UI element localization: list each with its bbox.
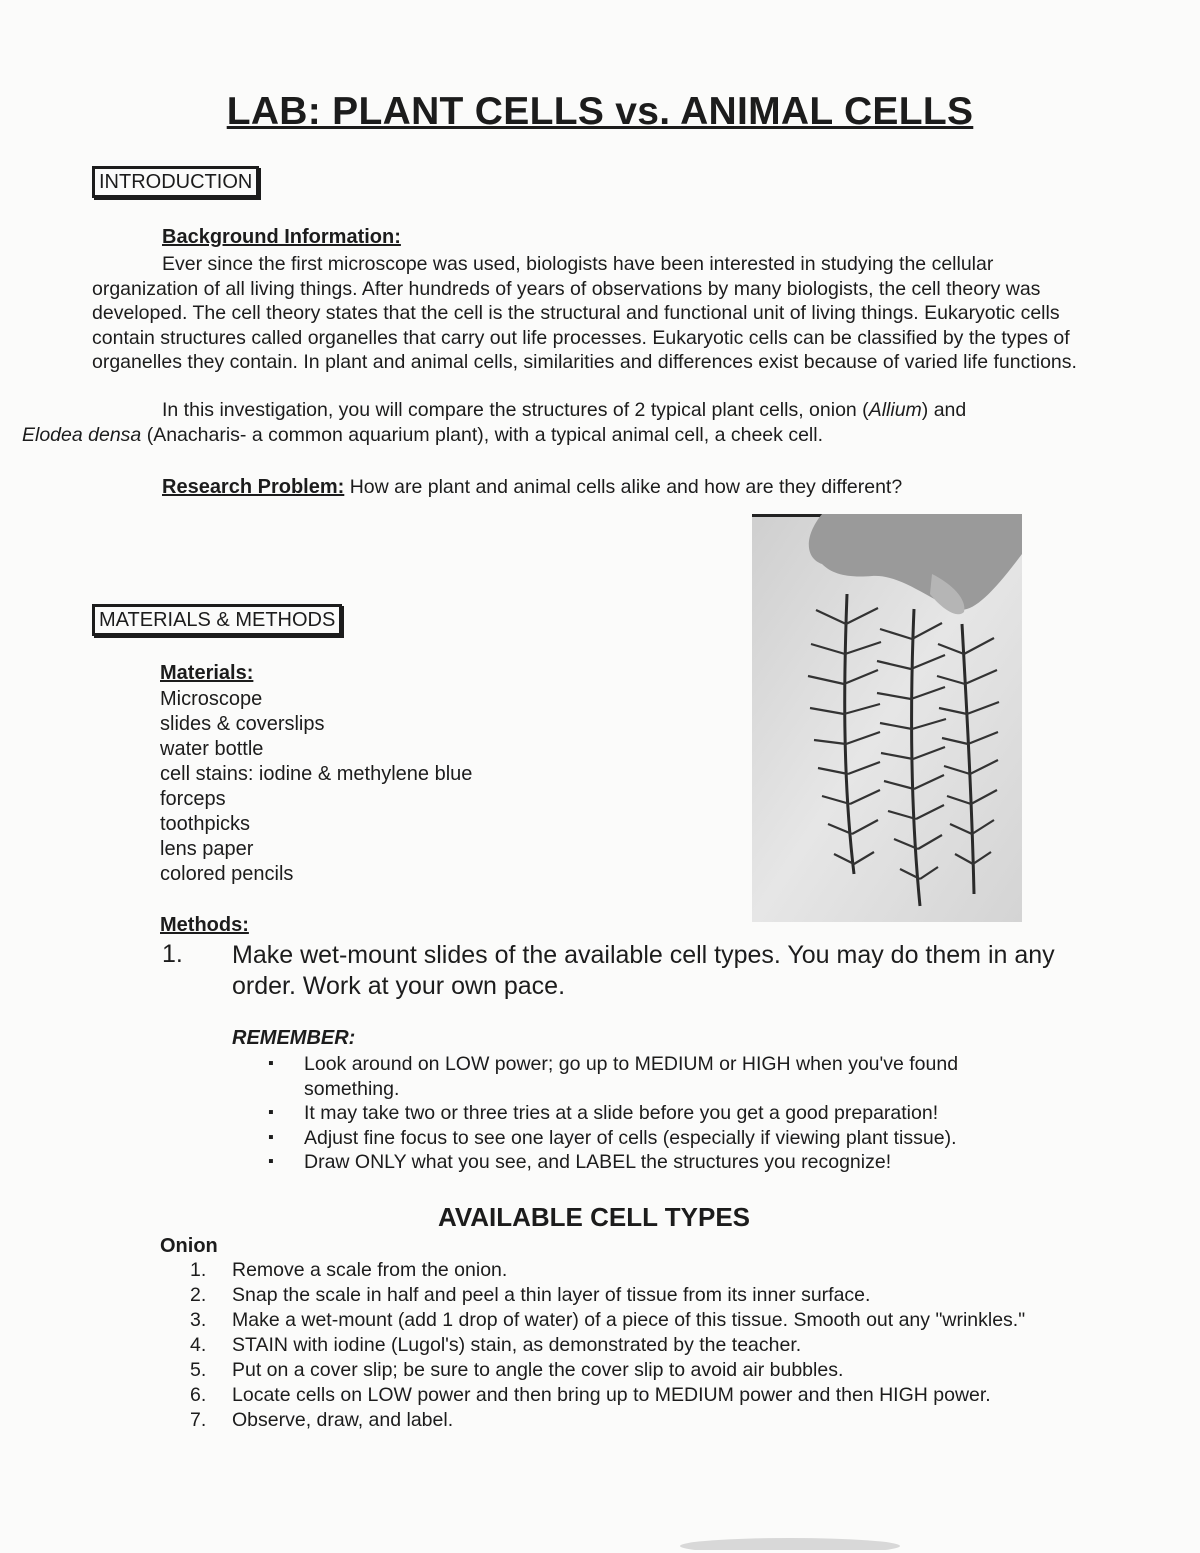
research-problem bbox=[162, 475, 1062, 500]
research-label: Research Problem: bbox=[162, 476, 345, 498]
material-item: water bottle bbox=[160, 738, 264, 760]
remember-item: ▪ It may take two or three tries at a slide before you get a good preparation! bbox=[268, 1101, 1058, 1126]
elodea-plant-photo bbox=[752, 514, 1022, 922]
remember-item: ▪ Draw ONLY what you see, and LABEL the structures you recognize! bbox=[268, 1150, 1058, 1175]
species-elodea: Elodea densa bbox=[22, 423, 142, 446]
onion-step bbox=[190, 1358, 1090, 1383]
onion-step-number: 2. bbox=[190, 1284, 207, 1306]
onion-step-number: 4. bbox=[190, 1334, 207, 1356]
onion-step bbox=[190, 1258, 1090, 1283]
onion-step-number: 5. bbox=[190, 1359, 207, 1381]
onion-step bbox=[190, 1308, 1090, 1333]
onion-step bbox=[190, 1383, 1090, 1408]
onion-step bbox=[190, 1283, 1090, 1308]
onion-step bbox=[190, 1408, 1090, 1433]
method-step-number: 1. bbox=[162, 940, 183, 968]
materials-list bbox=[160, 687, 472, 887]
onion-step bbox=[190, 1333, 1090, 1358]
investigation-paragraph bbox=[22, 398, 1102, 447]
available-cell-types-heading: AVAILABLE CELL TYPES bbox=[437, 1202, 751, 1232]
onion-step-number: 6. bbox=[190, 1384, 207, 1406]
onion-step-number: 1. bbox=[190, 1259, 207, 1281]
onion-step-text: Locate cells on LOW power and then bring up to MEDIUM power and then HIGH power. bbox=[232, 1384, 991, 1406]
page-title: LAB: PLANT CELLS vs. ANIMAL CELLS bbox=[226, 90, 974, 133]
investigation-text-a: In this investigation, you will compare the structures of 2 typical plant cells, onion ( bbox=[162, 399, 869, 421]
remember-item: ▪ Look around on LOW power; go up to MEDIUM or HIGH when you've found something. bbox=[268, 1052, 1058, 1101]
onion-label: Onion bbox=[160, 1235, 218, 1257]
remember-item: ▪ Adjust fine focus to see one layer of cells (especially if viewing plant tissue). bbox=[268, 1126, 1058, 1151]
background-paragraph: Ever since the first microscope was used, biologists have been interested in studying the cellular organization of all living things. After hundreds of years of observations by many biologists, the cell theory was developed. The cell theory states that the cell is the structural and functional unit of living things. Eukaryotic cells contain structures called organelles that carry out life processes. Eukaryotic cells can be classified by the types of organelles they contain. In plant and animal cells, similarities and differences exist because of varied life functions. bbox=[92, 253, 1077, 373]
material-item: toothpicks bbox=[160, 813, 251, 835]
material-item: cell stains: iodine & methylene blue bbox=[160, 763, 473, 785]
material-item: colored pencils bbox=[160, 863, 294, 885]
investigation-text-b: ) and bbox=[921, 399, 967, 421]
onion-step-text: Snap the scale in half and peel a thin layer of tissue from its inner surface. bbox=[232, 1284, 871, 1306]
material-item: Microscope bbox=[160, 688, 263, 710]
material-item: forceps bbox=[160, 788, 226, 810]
genus-allium: Allium bbox=[868, 399, 922, 421]
onion-steps-list bbox=[190, 1258, 1090, 1433]
onion-step-text: Remove a scale from the onion. bbox=[232, 1259, 508, 1281]
material-item: lens paper bbox=[160, 838, 254, 860]
onion-step-text: STAIN with iodine (Lugol's) stain, as demonstrated by the teacher. bbox=[232, 1334, 802, 1356]
background-label: Background Information: bbox=[162, 226, 401, 248]
onion-step-number: 3. bbox=[190, 1309, 207, 1331]
section-header-materials-methods: MATERIALS & METHODS bbox=[92, 604, 342, 636]
remember-label: REMEMBER: bbox=[232, 1027, 356, 1049]
method-step-text: Make wet-mount slides of the available cell types. You may do them in any order. Work at your own pace. bbox=[232, 941, 1055, 1000]
section-header-introduction: INTRODUCTION bbox=[92, 166, 259, 198]
research-text: How are plant and animal cells alike and how are they different? bbox=[344, 476, 903, 498]
scan-smudge bbox=[640, 1520, 900, 1550]
onion-step-text: Make a wet-mount (add 1 drop of water) of a piece of this tissue. Smooth out any "wrinkles." bbox=[232, 1309, 1026, 1331]
investigation-text-c: (Anacharis- a common aquarium plant), with a typical animal cell, a cheek cell. bbox=[141, 423, 823, 446]
methods-label: Methods: bbox=[160, 914, 249, 936]
onion-step-number: 7. bbox=[190, 1409, 207, 1431]
onion-step-text: Observe, draw, and label. bbox=[232, 1409, 454, 1431]
remember-list bbox=[268, 1052, 1058, 1175]
onion-step-text: Put on a cover slip; be sure to angle the cover slip to avoid air bubbles. bbox=[232, 1359, 844, 1381]
materials-label: Materials: bbox=[160, 662, 254, 684]
material-item: slides & coverslips bbox=[160, 713, 325, 735]
